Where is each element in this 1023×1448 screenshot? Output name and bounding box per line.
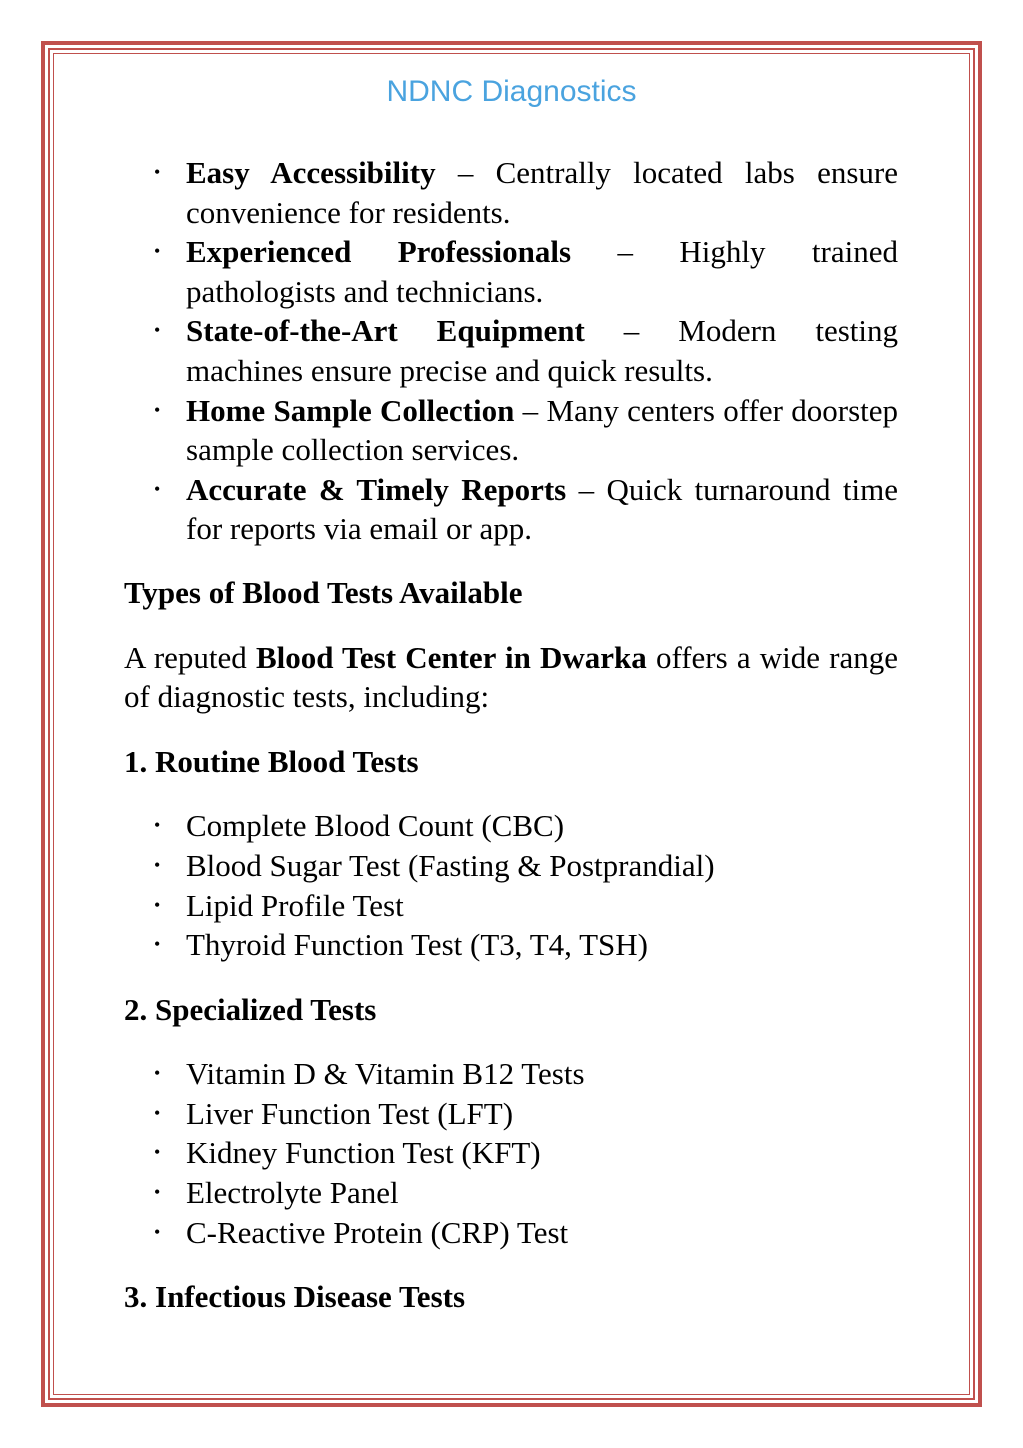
feature-text: Many centers offer doorstep sample collection services. <box>186 392 899 468</box>
feature-text: Highly trained pathologists and technicians. <box>186 234 898 309</box>
types-heading: Types of Blood Tests Available <box>124 574 523 610</box>
list-item: • Complete Blood Count (CBC) <box>124 806 898 846</box>
infectious-heading: 3. Infectious Disease Tests <box>124 1279 466 1315</box>
list-item: • Electrolyte Panel <box>124 1173 898 1213</box>
features-list <box>124 153 898 549</box>
list-item: • Kidney Function Test (KFT) <box>124 1133 898 1173</box>
feature-title: Easy Accessibility <box>186 155 436 190</box>
specialized-list <box>124 1054 898 1252</box>
list-item: • Lipid Profile Test <box>124 886 898 926</box>
feature-item <box>124 232 898 311</box>
feature-title: Experienced Professionals <box>186 234 572 270</box>
specialized-heading: 2. Specialized Tests <box>124 991 377 1027</box>
feature-separator: – <box>514 392 547 428</box>
list-item: • C-Reactive Protein (CRP) Test <box>124 1213 898 1253</box>
feature-separator: – <box>571 234 680 270</box>
feature-text: Modern testing machines ensure precise and quick results. <box>186 313 899 388</box>
intro-paragraph <box>124 638 898 717</box>
list-item: • Thyroid Function Test (T3, T4, TSH) <box>124 925 898 965</box>
intro-post: offers a wide range of diagnostic tests, including: <box>124 639 898 715</box>
intro-pre: A reputed <box>124 639 256 675</box>
page-header-title: NDNC Diagnostics <box>386 75 637 108</box>
feature-item <box>124 470 898 549</box>
feature-item <box>124 391 898 470</box>
feature-title: State-of-the-Art Equipment <box>186 313 585 349</box>
list-item: • Vitamin D & Vitamin B12 Tests <box>124 1054 898 1094</box>
feature-text: Centrally located labs ensure convenience for residents. <box>186 155 899 230</box>
feature-title: Home Sample Collection <box>186 392 515 428</box>
feature-separator: – <box>584 313 679 349</box>
document-body <box>124 153 898 1317</box>
routine-heading: 1. Routine Blood Tests <box>124 743 419 779</box>
feature-text: Quick turnaround time for reports via email or app. <box>186 471 898 547</box>
feature-item <box>124 311 898 390</box>
feature-title: Accurate & Timely Reports <box>186 471 567 507</box>
list-item: • Blood Sugar Test (Fasting & Postprandial) <box>124 846 898 886</box>
intro-bold: Blood Test Center in Dwarka <box>255 639 647 675</box>
feature-item <box>124 153 898 232</box>
feature-separator: – <box>435 155 496 190</box>
routine-list <box>124 806 898 964</box>
list-item: • Liver Function Test (LFT) <box>124 1094 898 1134</box>
feature-separator: – <box>566 471 607 507</box>
